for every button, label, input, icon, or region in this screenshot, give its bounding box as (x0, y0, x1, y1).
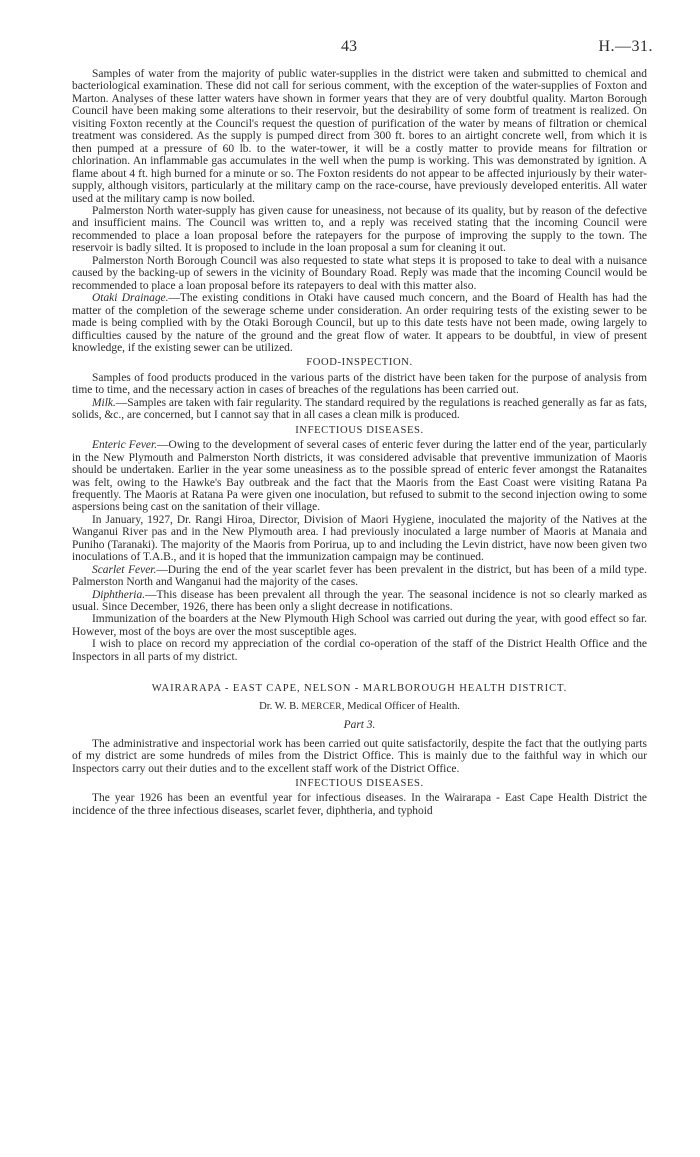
milk-text: —Samples are taken with fair regularity. The standard required by the regulations is reached generally as far as fats, solids, &c., are concerned, but I cannot say that in all cases a clean milk is produced. (72, 396, 647, 422)
otaki-drainage-text: —The existing conditions in Otaki have caused much concern, and the Board of Health has had the matter of the completion of the sewerage scheme under consideration. An order requiring tests of the existing sewer to be made is being complied with by the Otaki Borough Council, but up to this date tests have not been made, owing largely to difficulties caused by the nature of the ground and the great flow of water. It appears to be doubtful, in view of present knowledge, if the existing sewer can be utilized. (72, 292, 647, 354)
enteric-fever-lead: Enteric Fever. (92, 439, 158, 452)
officer-title: , Medical Officer of Health. (341, 700, 460, 712)
paragraph-appreciation: I wish to place on record my appreciation of the cordial co-operation of the staff of the District Health Office and the Inspectors in all parts of my district. (72, 638, 647, 663)
part-label: Part 3. (343, 719, 376, 732)
document-reference: H.—31. (598, 38, 653, 55)
paragraph-administrative-work: The administrative and inspectorial work has been carried out quite satisfactorily, despite the fact that the outlying parts of my district are some hundreds of miles from the District Office. This is mainly due to the faithful way in which our Inspectors carry out their duties and to the excellent staff work of the District Office. (72, 737, 647, 775)
paragraph-water-samples: Samples of water from the majority of public water-supplies in the district were taken and submitted to chemical and bacteriological examination. These did not call for serious comment, with the exception of the water-supplies of Foxton and Marton. Analyses of these latter waters have shown in former years that they are of very doubtful quality. Marton Borough Council have been making some alterations to their reservoir, but the desirability of some form of treatment is realized. On visiting Foxton recently at the Council's request the question of purification of the water by means of filtration or chemical treatment was considered. As the supply is pumped direct from 300 ft. bores to an airtight concrete well, from which it is then pumped at a pressure of 60 lb. to the water-tower, it will be a costly matter to provide means for filtration or chlorination. An inflammable gas accumulates in the well when the pump is working. This was demonstrated by ignition. A flame about 4 ft. high burned for a minute or so. The Foxton residents do not appear to be affected injuriously by their water-supply, although visitors, particularly at the military camp on the race-course, have previously developed enteritis. All water used at the military camp is now boiled. (72, 68, 647, 205)
paragraph-otaki-drainage (72, 292, 647, 354)
otaki-drainage-lead: Otaki Drainage. (92, 292, 169, 305)
enteric-fever-text: —Owing to the development of several cases of enteric fever during the latter end of the year, particularly in the New Plymouth and Palmerston North districts, it was considered advisable that preventive immunization of Maoris should be undertaken. Earlier in the year some uneasiness as to the possible spread of enteric fever amongst the Ratanaites was felt, owing to the Hawke's Bay outbreak and the fact that the Maoris from the East Coast were visiting Ratana Pa frequently. The Maoris at Ratana Pa were given one inoculation, but refused to submit to the second injection owing to some aspersions being cast on the sanitation of their village. (72, 439, 647, 514)
milk-lead: Milk. (92, 396, 116, 409)
heading-infectious-diseases-2: INFECTIOUS DISEASES. (295, 778, 424, 790)
officer-line (72, 701, 647, 713)
heading-infectious-diseases: INFECTIOUS DISEASES. (295, 424, 424, 436)
heading-food-inspection: FOOD-INSPECTION. (306, 357, 413, 369)
paragraph-milk (72, 397, 647, 422)
paragraph-palmerston-water: Palmerston North water-supply has given cause for uneasiness, not because of its quality, but by reason of the defective and insufficient mains. The Council was written to, and a reply was received stating that the incoming Council were recommended to place a loan proposal before the ratepayers for the purpose of improving the supply to the town. The reservoir is badly silted. It is proposed to include in the loan proposal a sum for cleaning it out. (72, 204, 647, 255)
paragraph-rangi-hiroa: In January, 1927, Dr. Rangi Hiroa, Director, Division of Maori Hygiene, inoculated the majority of the Natives at the Wanganui River pas and in the New Plymouth area. I had previously inoculated a large number of Maoris at Manaia and Puniho (Taranaki). The majority of the Maoris from Porirua, up to and including the Levin district, have now been given two inoculations of T.A.B., and it is hoped that the immunization campaign may be continued. (72, 513, 647, 564)
scarlet-fever-lead: Scarlet Fever. (92, 563, 157, 576)
paragraph-diphtheria (72, 589, 647, 614)
officer-name: MERCER (301, 701, 342, 712)
diphtheria-lead: Diphtheria. (92, 588, 146, 601)
document-page (72, 38, 653, 817)
diphtheria-text: —This disease has been prevalent all through the year. The seasonal incidence is not so clearly marked as usual. Since December, 1926, there has been only a slight decrease in notifications. (72, 588, 647, 614)
page-number: 43 (341, 38, 357, 55)
paragraph-immunization: Immunization of the boarders at the New Plymouth High School was carried out during the year, with good effect so far. However, most of the boys are over the most susceptible ages. (72, 613, 647, 638)
paragraph-palmerston-sewers: Palmerston North Borough Council was also requested to state what steps it is proposed to take to deal with a nuisance caused by the backing-up of sewers in the vicinity of Boundary Road. Reply was made that the incoming Council would be recommended to place a loan proposal before its ratepayers to deal with this matter also. (72, 254, 647, 292)
scarlet-fever-text: —During the end of the year scarlet fever has been prevalent in the district, but has been of a mild type. Palmerston North and Wanganui had the majority of the cases. (72, 563, 647, 589)
page-header (72, 38, 653, 68)
heading-health-district: WAIRARAPA - EAST CAPE, NELSON - MARLBOROUGH HEALTH DISTRICT. (151, 683, 568, 695)
officer-prefix: Dr. W. B. (259, 700, 302, 712)
paragraph-food-samples: Samples of food products produced in the various parts of the district have been taken for the purpose of analysis from time to time, and the necessary action in cases of breaches of the regulations has been carried out. (72, 371, 647, 397)
paragraph-scarlet-fever (72, 564, 647, 589)
paragraph-eventful-year: The year 1926 has been an eventful year for infectious diseases. In the Wairarapa - East Cape Health District the incidence of the three infectious diseases, scarlet fever, diphtheria, and typhoid (72, 792, 647, 817)
paragraph-enteric-fever (72, 439, 647, 514)
